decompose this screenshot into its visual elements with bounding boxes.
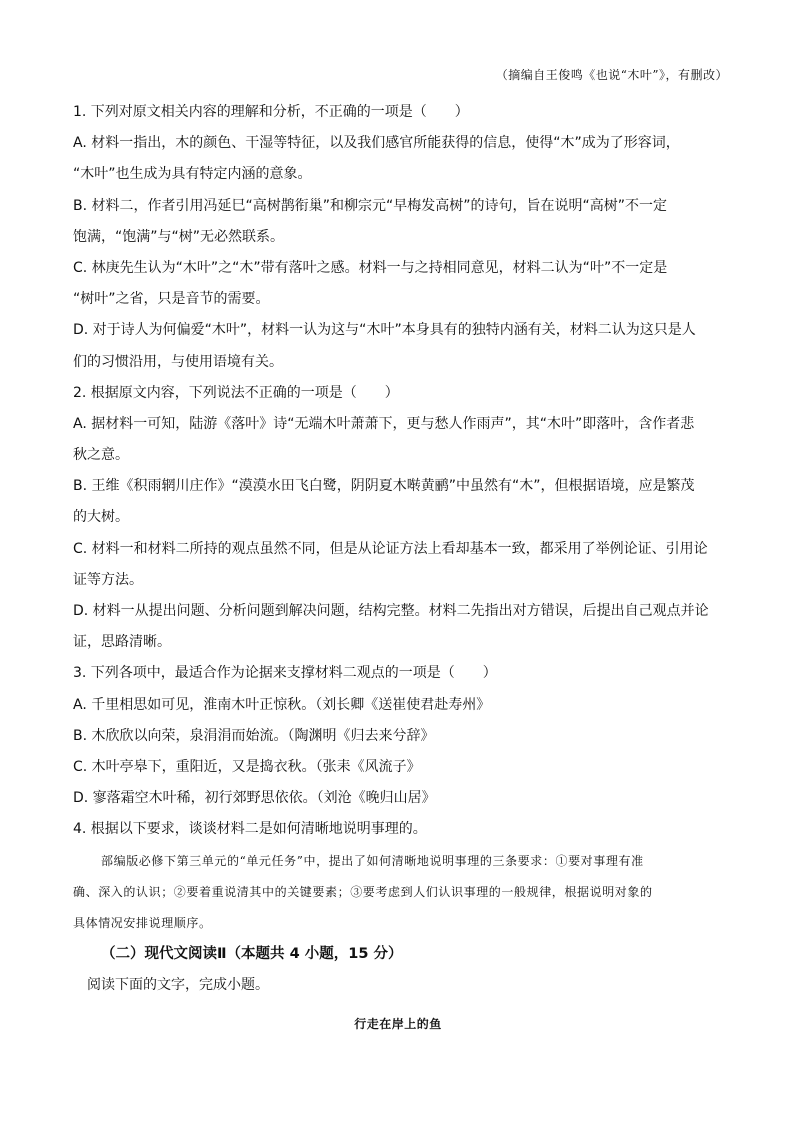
question-2-option-c-cont: 证等方法。 (73, 571, 143, 588)
section-instruction: 阅读下面的文字，完成小题。 (87, 977, 269, 994)
question-2-option-d-cont: 证，思路清晰。 (73, 634, 171, 651)
question-4-requirement-line-2: 确、深入的认识；②要着重说清其中的关键要素；③要考虑到人们认识事理的一般规律，根据说明对象的 (73, 884, 653, 899)
question-2-option-b-cont: 的大树。 (73, 509, 129, 526)
question-1-option-a-cont: “木叶”也生成为具有特定内涵的意象。 (73, 166, 312, 183)
question-2-stem: 2. 根据原文内容，下列说法不正确的一项是（ ） (73, 384, 399, 401)
question-2-option-a: A. 据材料一可知，陆游《落叶》诗“无端木叶萧萧下，更与愁人作雨声”，其“木叶”即落叶，含作者悲 (73, 415, 695, 432)
question-1-option-c-cont: “树叶”之省，只是音节的需要。 (73, 291, 270, 308)
question-2-option-a-cont: 秋之意。 (73, 447, 129, 464)
question-1-option-b-cont: 饱满，“饱满”与“树”无必然联系。 (73, 228, 285, 245)
question-3-option-a: A. 千里相思如可见，淮南木叶正惊秋。（刘长卿《送崔使君赴寿州》 (73, 696, 491, 713)
question-4-requirement-line-1: 部编版必修下第三单元的“单元任务”中，提出了如何清晰地说明事理的三条要求：①要对事理有准 (101, 853, 644, 868)
question-1-option-c: C. 林庚先生认为“木叶”之“木”带有落叶之感。材料一与之持相同意见，材料二认为“叶”不一定是 (73, 259, 668, 276)
question-1-stem: 1. 下列对原文相关内容的理解和分析，不正确的一项是（ ） (73, 104, 469, 120)
question-3-stem: 3. 下列各项中，最适合作为论据来支撑材料二观点的一项是（ ） (73, 665, 497, 682)
question-1-option-d-cont: 们的习惯沿用，与使用语境有关。 (73, 353, 283, 370)
question-1-option-d: D. 对于诗人为何偏爱“木叶”，材料一认为这与“木叶”本身具有的独特内涵有关，材料二认为这只是人 (73, 322, 696, 339)
question-1-option-a: A. 材料一指出，木的颜色、干湿等特征，以及我们感官所能获得的信息，使得“木”成为了形容词， (73, 135, 680, 152)
question-3-option-b: B. 木欣欣以向荣，泉涓涓而始流。（陶渊明《归去来兮辞》 (73, 727, 435, 744)
question-4-stem: 4. 根据以下要求，谈谈材料二是如何清晰地说明事理的。 (73, 821, 427, 838)
question-content (73, 97, 723, 1041)
question-3-option-c: C. 木叶亭皋下，重阳近，又是捣衣秋。（张耒《风流子》 (73, 758, 421, 775)
question-2-option-c: C. 材料一和材料二所持的观点虽然不同，但是从论证方法上看却基本一致，都采用了举例论证、引用论 (73, 540, 708, 557)
question-4-requirement-line-3: 具体情况安排说理顺序。 (73, 915, 212, 930)
passage-title: 行走在岸上的鱼 (354, 1017, 442, 1032)
question-3-option-d: D. 寥落霜空木叶稀，初行郊野思依依。（刘沧《晚归山居》 (73, 790, 436, 807)
source-note: （摘编自王俊鸣《也说“木叶”》，有删改） (495, 68, 728, 82)
question-2-option-b: B. 王维《积雨辋川庄作》“漠漠水田飞白鹭，阴阴夏木啭黄鹂”中虽然有“木”，但根据语境，应是繁茂 (73, 478, 695, 495)
question-2-option-d: D. 材料一从提出问题、分析问题到解决问题，结构完整。材料二先指出对方错误，后提出自己观点并论 (73, 603, 709, 619)
section-heading: （二）现代文阅读Ⅱ（本题共 4 小题，15 分） (101, 946, 403, 963)
question-1-option-b: B. 材料二，作者引用冯延巳“高树鹊衔巢”和柳宗元“早梅发高树”的诗句，旨在说明“高树”不一定 (73, 197, 668, 214)
